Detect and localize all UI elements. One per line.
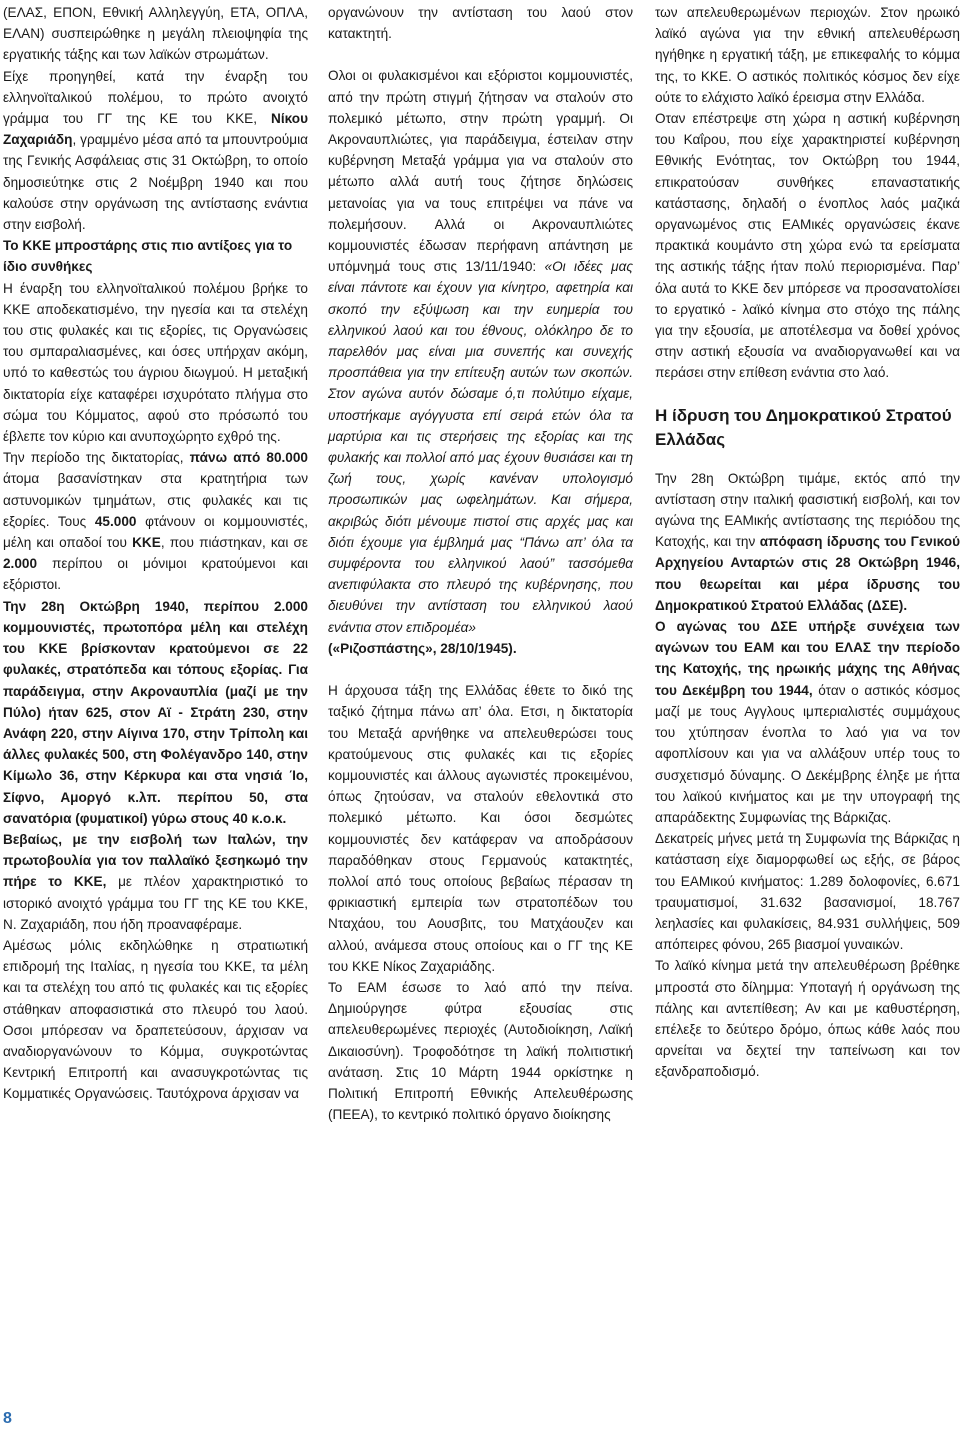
bold-text: («Ριζοσπάστης», 28/10/1945).	[328, 640, 517, 656]
paragraph: Η άρχουσα τάξη της Ελλάδας έθετε το δικό της ταξικό ζήτημα πάνω απ’ όλα. Ετσι, η δικτατορία του Μεταξά αρνήθηκε να απελευθερώσει τους κρατούμενους στις φυλακές και τις εξορίες κομμουνιστές και άλλους αγωνιστές προκειμένου, όπως ζητούσαν, να σταλούν εθελοντικά στο πολεμικό μέτωπο. Και όσοι δεσμώτες κομμουνιστές δεν κατάφεραν να αποδράσουν παραδόθηκαν στους Γερμανούς κατακτητές, πολλοί από τους οποίους βεβαίως πέρασαν τη φρικιαστική εμπειρία των στρατοπέδων του Νταχάου, του Αουσβιτς, του Ματχάουζεν και αλλού, ανάμεσα στους οποίους και ο ΓΓ της ΚΕ του ΚΚΕ Νίκος Ζαχαριάδης.	[328, 683, 633, 974]
text-run: Την 28η Οκτώβρη τιμάμε, εκτός από την αντίσταση στην ιταλική φασιστική εισβολή, και τον αγώνα της ΕΑΜικής αντίστασης της περιόδου της Κατοχής, και την	[655, 470, 960, 550]
paragraph: Αμέσως μόλις εκδηλώθηκε η στρατιωτική επιδρομή της Ιταλίας, η ηγεσία του ΚΚΕ, τα μέλη και τα στελέχη του από τις φυλακές και τις εξορίες στάθηκαν αποφασιστικά στο πλευρό του λαού. Οσοι μπόρεσαν να δραπετεύσουν, άρχισαν να αναδιοργανώνουν το Κόμμα, συγκροτώντας Κεντρική Επιτροπή και ανασυγκροτώντας τις Κομματικές Οργανώσεις. Ταυτόχρονα άρχισαν να	[3, 937, 308, 1102]
paragraph	[655, 468, 960, 616]
section-heading: Η ίδρυση του Δημοκρατικού Στρατού Ελλάδας	[655, 405, 952, 449]
paragraph: Το λαϊκό κίνημα μετά την απελευθέρωση βρέθηκε μπροστά στο δίλημμα: Υποταγή ή οργάνωση της πάλης και αντεπίθεση; Αν και με καθυστέρηση, επέλεξε το δεύτερο δρόμο, όπως κάθε λαός που αρνείται να δεχτεί την ταπείνωση και τον εξανδραποδισμό.	[655, 958, 960, 1080]
text-run: φτάνουν οι κομμουνιστές, μέλη και οπαδοί του	[3, 513, 308, 551]
text-column-middle	[328, 2, 633, 1125]
bold-text: Νίκου Ζαχαριάδη	[3, 111, 308, 148]
paragraph	[655, 616, 960, 828]
paragraph: Το ΕΑΜ έσωσε το λαό από την πείνα. Δημιούργησε φύτρα εξουσίας στις απελευθερωμένες περιοχές (Αυτοδιοίκηση, Λαϊκή Δικαιοσύνη). Τροφοδότησε τη λαϊκή πολιτιστική ανάταση. Στις 10 Μάρτη 1944 ορκίστηκε η Πολιτική Επιτροπή Εθνικής Απελευθέρωσης (ΠΕΕΑ), το κεντρικό πολιτικό όργανο διοίκησης	[328, 979, 633, 1123]
bold-text: απόφαση ίδρυσης του Γενικού Αρχηγείου Ανταρτών στις 28 Οκτώβρη 1946, που θεωρείται και μέρα ίδρυσης του Δημοκρατικού Στρατού Ελλάδας (ΔΣΕ).	[655, 534, 960, 613]
bold-text: Την 28η Οκτώβρη 1940, περίπου 2.000 κομμουνιστές, πρωτοπόρα μέλη και στελέχη του ΚΚΕ βρίσκονταν κρατούμενοι σε 22 φυλακές, στρατόπεδα και τόπους εξορίας. Για παράδειγμα, στην Ακροναυπλία (μαζί με την Πύλο) ήταν 625, στον Αϊ - Στράτη 230, στην Ανάφη 220, στην Αίγινα 170, στην Τρίπολη και άλλες φυλακές 500, στη Φολέγανδρο 140, στην Κίμωλο 36, στην Κέρκυρα και στα νησιά Ίο, Σίφνο, Αμοργό κ.λπ. περίπου 50, στα σανατόρια (φυματικοί) γύρω στους 40 κ.ο.κ.	[3, 598, 308, 826]
paragraph: Η έναρξη του ελληνοϊταλικού πολέμου βρήκε το ΚΚΕ αποδεκατισμένο, την ηγεσία και τα στελέχη του στις φυλακές και τις εξορίες, τις Οργανώσεις του σμπαραλιασμένες, και όσες υπήρχαν ακόμη, υπό το καθεστώς του άγριου διωγμού. Η μεταξική δικτατορία είχε καταφέρει ισχυρότατο πλήγμα στο σώμα του Κόμματος, αφού στο πρόσωπό του έβλεπε τον κύριο και ανυποχώρητο εχθρό της.	[3, 280, 308, 445]
text-run: Ολοι οι φυλακισμένοι και εξόριστοι κομμουνιστές, από την πρώτη στιγμή ζήτησαν να σταλούν στο πολεμικό μέτωπο, στην πρώτη γραμμή. Οι Ακροναυπλιώτες, για παράδειγμα, έστειλαν στην κυβέρνηση Μεταξά γράμμα για να σταλούν στο μέτωπο αλλά αυτή τους ζήτησε δηλώσεις μετανοίας για να τους επιτρέψει να πάνε να πολεμήσουν. Αλλά οι Ακροναυπλιώτες κομμουνιστές έδωσαν περήφανη απάντηση με υπόμνημά τους στις 13/11/1940:	[328, 68, 633, 275]
section-heading: Το ΚΚΕ μπροστάρης στις πιο αντίξοες για το ίδιο συνθήκες	[3, 238, 293, 275]
paragraph: Δεκατρείς μήνες μετά τη Συμφωνία της Βάρκιζας η κατάσταση είχε διαμορφωθεί ως εξής, σε βάρος του ΕΑΜικού κινήματος: 1.289 δολοφονίες, 6.671 τραυματισμοί, 31.632 βασανισμοί, 18.767 λεηλασίες και φυλακίσεις, 84.931 συλλήψεις, 509 απόπειρες φόνου, 265 βιασμοί γυναικών.	[655, 831, 960, 953]
paragraph: των απελευθερωμένων περιοχών. Στον ηρωικό λαϊκό αγώνα για την εθνική απελευθέρωση ηγήθηκε η εργατική τάξη, με επικεφαλής το κόμμα της, το ΚΚΕ. Ο αστικός πολιτικός κόσμος δεν είχε ούτε το ελάχιστο λαϊκό έρεισμα στην Ελλάδα.	[655, 5, 960, 105]
text-column-right	[655, 2, 960, 1083]
bold-text: Βεβαίως, με την εισβολή των Ιταλών, την πρωτοβουλία για τον παλλαϊκό ξεσηκωμό την πήρε το ΚΚΕ,	[3, 831, 308, 890]
text-run: Είχε προηγηθεί, κατά την έναρξη του ελληνοϊταλικού πολέμου, το πρώτο ανοιχτό γράμμα του ΓΓ της ΚΕ του ΚΚΕ,	[3, 68, 308, 127]
text-run: , γραμμένο μέσα από τα μπουντρούμια της Γενικής Ασφάλειας στις 31 Οκτώβρη, το οποίο δημοσιεύτηκε στις 2 Νοέμβρη 1940 και που καλούσε στην οργάνωση της αντίστασης ενάντια στην εισβολή.	[3, 132, 308, 233]
text-run: άτομα βασανίστηκαν στα κρατητήρια των αστυνομικών τμημάτων, στις φυλακές και τις εξορίες. Τους	[3, 471, 308, 529]
paragraph	[3, 829, 308, 935]
text-run: με πλέον χαρακτηριστικό το ιστορικό ανοιχτό γράμμα του ΓΓ της ΚΕ του ΚΚΕ, Ν. Ζαχαριάδη, που ήδη προαναφέραμε.	[3, 874, 308, 932]
paragraph	[3, 447, 308, 595]
text-run: όταν ο αστικός κόσμος μαζί με τους Αγγλους ιμπεριαλιστές συμμάχους του χτύπησαν ένοπλα το λαό για να τον αφοπλίσουν και για να αλλάξουν υπέρ τους το συσχετισμό δύναμης. Ο Δεκέμβρης έληξε με ήττα του λαϊκού κινήματος και με την υπογραφή της απαράδεκτης Συμφωνίας της Βάρκιζας.	[655, 682, 960, 825]
paragraph	[3, 66, 308, 236]
paragraph: οργανώνουν την αντίσταση του λαού στον κατακτητή.	[328, 5, 633, 42]
paragraph	[328, 65, 633, 659]
bold-text: πάνω από 80.000	[189, 450, 308, 466]
paragraph: Οταν επέστρεψε στη χώρα η αστική κυβέρνηση του Καΐρου, που είχε χαρακτηριστεί κυβέρνηση Εθνικής Ενότητας, τον Οκτώβρη του 1944, επικρατούσαν συνθήκες επαναστατικής κατάστασης, δηλαδή ο ένοπλος λαός μαζικά οργανωμένος στις ΕΑΜικές οργανώσεις έκανε πρακτικά κουμάντο στη χώρα ενώ τα ερείσματα της αστικής τάξης ήταν πολύ περιορισμένα. Παρ’ όλα αυτά το ΚΚΕ δεν μπόρεσε να προσανατολίσει το εργατικό - λαϊκό κίνημα στο στόχο της πάλης για την εξουσία, με αποτέλεσμα να δοθεί χρόνος στην αστική εξουσία να αναδιοργανωθεί και να περάσει στην επίθεση ενάντια στο λαό.	[655, 111, 960, 381]
bold-text: 45.000	[94, 513, 137, 529]
page-number: 8	[3, 1410, 12, 1427]
italic-quote: «Οι ιδέες μας είναι πάντοτε και έχουν για κίνητρο, αφετηρία και σκοπό την εξύψωση και την ευημερία του ελληνικού λαού και του έθνους, ολόκληρο δε το παρελθόν μας είναι μια συνεπής και συνεχής προσπάθεια για την επίτευξη αυτών των σκοπών. Στον αγώνα αυτόν δώσαμε ό,τι πολύτιμο είχαμε, υποστήκαμε αγόγγυστα επί σειρά ετών όλα τα μαρτύρια και τις στερήσεις της εξορίας και της φυλακής και πολλοί από μας έχουν θυσιάσει και τη ζωή τους, χωρίς κανέναν υπολογισμό προσωπικών μας ωφελημάτων. Και σήμερα, ακριβώς διότι μένουμε πιστοί στις αρχές μας και διότι έχουμε για έμβλημά μας “Πάνω απ’ όλα τα συμφέροντα του ελληνικού λαού” τασσόμεθα ανεπιφύλακτα στο πλευρό της κυβέρνησης, που διευθύνει την αντίσταση του ελληνικού λαού ενάντια στον επιδρομέα»	[328, 259, 633, 635]
text-run: περίπου οι μόνιμοι κρατούμενοι και εξόριστοι.	[3, 556, 308, 593]
bold-text: 2.000	[3, 556, 38, 572]
bold-text: ΚΚΕ	[132, 535, 161, 551]
text-run: Την περίοδο της δικτατορίας,	[3, 450, 190, 466]
paragraph	[3, 596, 308, 829]
text-run: , που πιάστηκαν, και σε	[160, 535, 308, 551]
text-column-left	[3, 2, 308, 1105]
paragraph: (ΕΛΑΣ, ΕΠΟΝ, Εθνική Αλληλεγγύη, ΕΤΑ, ΟΠΛΑ, ΕΛΑΝ) συσπειρώθηκε η μεγάλη πλειοψηφία της εργατικής τάξης και των λαϊκών στρωμάτων.	[3, 5, 308, 63]
bold-text: Ο αγώνας του ΔΣΕ υπήρξε συνέχεια των αγώνων του ΕΑΜ και του ΕΛΑΣ την περίοδο της Κατοχής, της ηρωικής μάχης της Αθήνας του Δεκέμβρη του 1944,	[655, 619, 960, 698]
